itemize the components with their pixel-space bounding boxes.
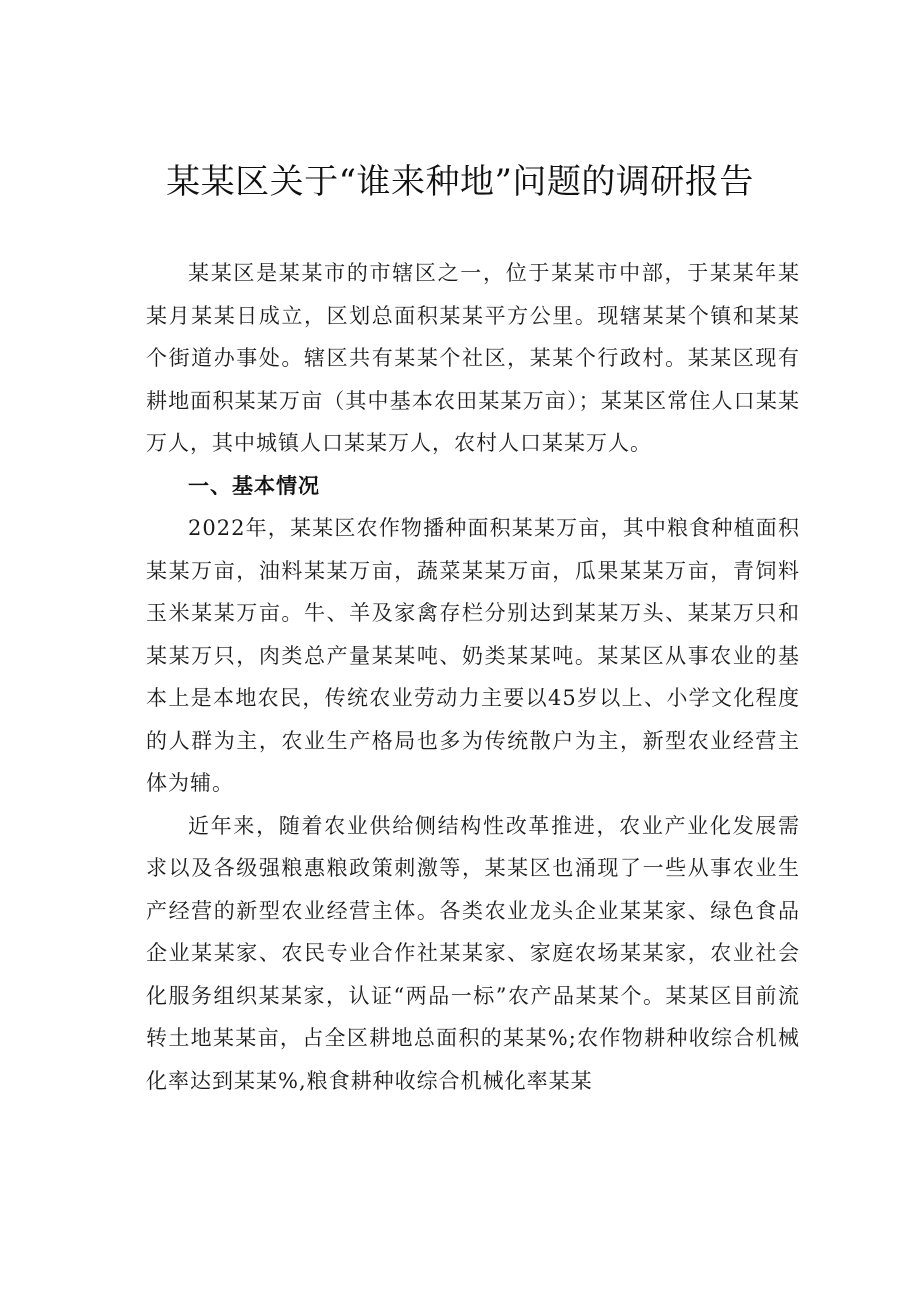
intro-paragraph: 某某区是某某市的市辖区之一，位于某某市中部，于某某年某某月某某日成立，区划总面积某某平方公里。现辖某某个镇和某某个街道办事处。辖区共有某某个社区，某某个行政村。某某区现有耕地面积某某万亩（其中基本农田某某万亩）；某某区常住人口某某万人，其中城镇人口某某万人，农村人口某某万人。 xyxy=(146,261,800,455)
section1-paragraph-1: 2022年，某某区农作物播种面积某某万亩，其中粮食种植面积某某万亩，油料某某万亩，蔬菜某某万亩，瓜果某某万亩，青饲料玉米某某万亩。牛、羊及家禽存栏分别达到某某万头、某某万只和某某万只，肉类总产量某某吨、奶类某某吨。某某区从事农业的基本上是本地农民，传统农业劳动力主要以45岁以上、小学文化程度的人群为主，农业生产格局也多为传统散户为主，新型农业经营主体为辅。 xyxy=(146,516,800,795)
document-body xyxy=(146,252,800,1102)
section1-paragraph-2: 近年来，随着农业供给侧结构性改革推进，农业产业化发展需求以及各级强粮惠粮政策刺激等，某某区也涌现了一些从事农业生产经营的新型农业经营主体。各类农业龙头企业某某家、绿色食品企业某某家、农民专业合作社某某家、家庭农场某某家，农业社会化服务组织某某家，认证“两品一标”农产品某某个。某某区目前流转土地某某亩，占全区耕地总面积的某某%;农作物耕种收综合机械化率达到某某%,粮食耕种收综合机械化率某某 xyxy=(146,813,800,1093)
document-title: 某某区关于“谁来种地”问题的调研报告 xyxy=(166,162,754,202)
section-heading-basic-situation: 一、基本情况 xyxy=(188,473,320,498)
